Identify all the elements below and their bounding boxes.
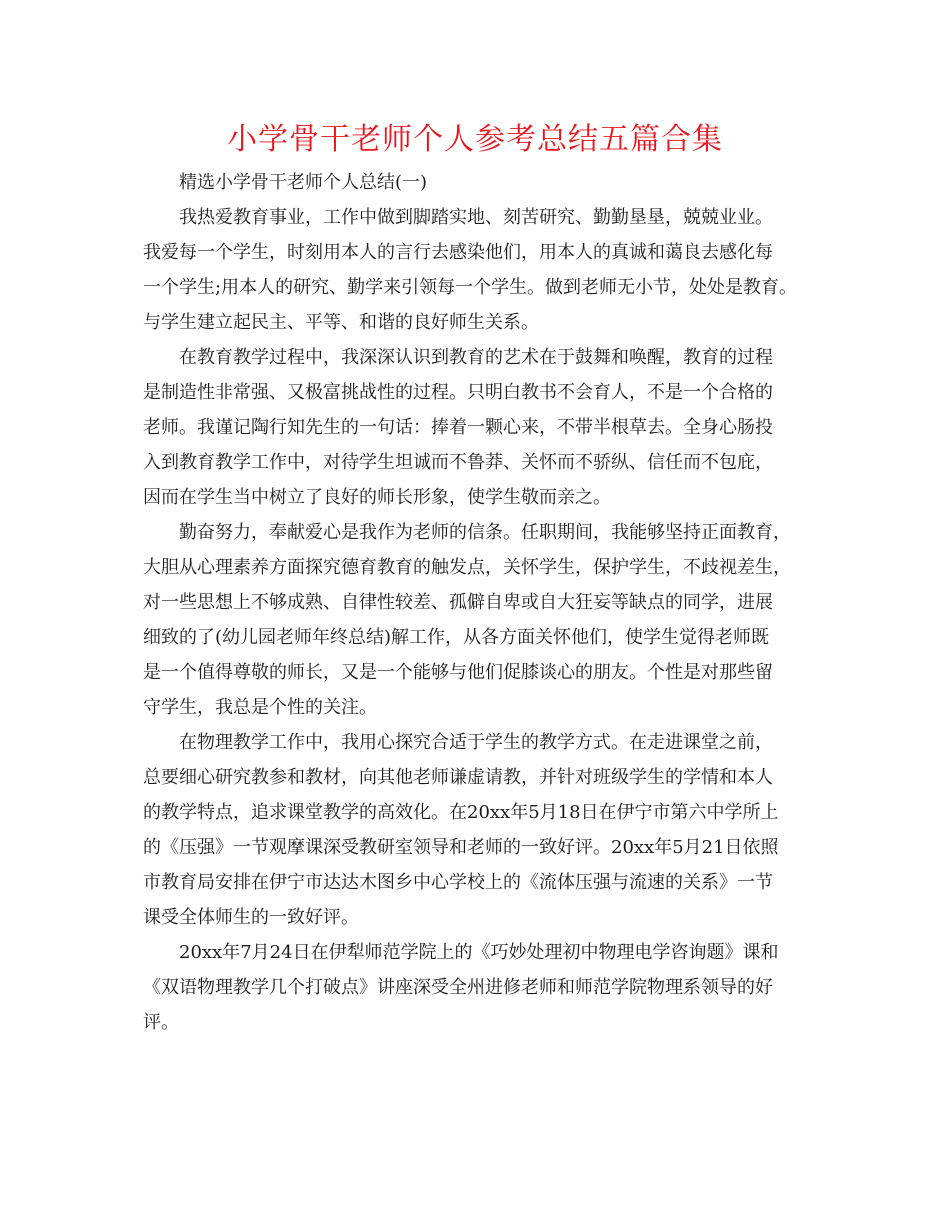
text-line: 评。 xyxy=(143,1012,179,1033)
text-line: 的教学特点，追求课堂教学的高效化。在20xx年5月18日在伊宁市第六中学所上 xyxy=(143,802,779,823)
text-line: 因而在学生当中树立了良好的师长形象，使学生敬而亲之。 xyxy=(143,487,611,508)
text-line: 的《压强》一节观摩课深受教研室领导和老师的一致好评。20xx年5月21日依照 xyxy=(143,837,779,858)
text-line: 一个学生;用本人的研究、勤学来引领每一个学生。做到老师无小节，处处是教育。 xyxy=(143,277,798,298)
text-line: 对一些思想上不够成熟、自律性较差、孤僻自卑或自大狂妄等缺点的同学，进展 xyxy=(143,592,773,613)
text-line: 我爱每一个学生，时刻用本人的言行去感染他们，用本人的真诚和蔼良去感化每 xyxy=(143,242,773,263)
document-subtitle: 精选小学骨干老师个人总结(一) xyxy=(179,172,428,193)
text-line: 大胆从心理素养方面探究德育教育的触发点，关怀学生，保护学生，不歧视差生， xyxy=(143,557,791,578)
text-line: 在物理教学工作中，我用心探究合适于学生的教学方式。在走进课堂之前， xyxy=(179,732,773,753)
text-line: 在教育教学过程中，我深深认识到教育的艺术在于鼓舞和唤醒，教育的过程 xyxy=(179,347,773,368)
text-line: 我热爱教育事业，工作中做到脚踏实地、刻苦研究、勤勤垦垦，兢兢业业。 xyxy=(179,207,773,228)
text-line: 老师。我谨记陶行知先生的一句话：捧着一颗心来，不带半根草去。全身心肠投 xyxy=(143,417,773,438)
text-line: 是制造性非常强、又极富挑战性的过程。只明白教书不会育人，不是一个合格的 xyxy=(143,382,773,403)
text-line: 守学生，我总是个性的关注。 xyxy=(143,697,377,718)
text-line: 是一个值得尊敬的师长，又是一个能够与他们促膝谈心的朋友。个性是对那些留 xyxy=(143,662,773,683)
document-body xyxy=(143,165,823,1040)
text-line: 与学生建立起民主、平等、和谐的良好师生关系。 xyxy=(143,312,539,333)
text-line: 20xx年7月24日在伊犁师范学院上的《巧妙处理初中物理电学咨询题》课和 xyxy=(179,942,779,963)
text-line: 《双语物理教学几个打破点》讲座深受全州进修老师和师范学院物理系领导的好 xyxy=(143,977,773,998)
text-line: 入到教育教学工作中，对待学生坦诚而不鲁莽、关怀而不骄纵、信任而不包庇， xyxy=(143,452,773,473)
text-line: 课受全体师生的一致好评。 xyxy=(143,907,359,928)
document-title: 小学骨干老师个人参考总结五篇合集 xyxy=(227,122,723,157)
text-line: 细致的了(幼儿园老师年终总结)解工作，从各方面关怀他们，使学生觉得老师既 xyxy=(143,627,770,648)
text-line: 总要细心研究教参和教材，向其他老师谦虚请教，并针对班级学生的学情和本人 xyxy=(143,767,773,788)
text-line: 市教育局安排在伊宁市达达木图乡中心学校上的《流体压强与流速的关系》一节 xyxy=(143,872,773,893)
text-line: 勤奋努力，奉献爱心是我作为老师的信条。任职期间，我能够坚持正面教育， xyxy=(179,522,791,543)
